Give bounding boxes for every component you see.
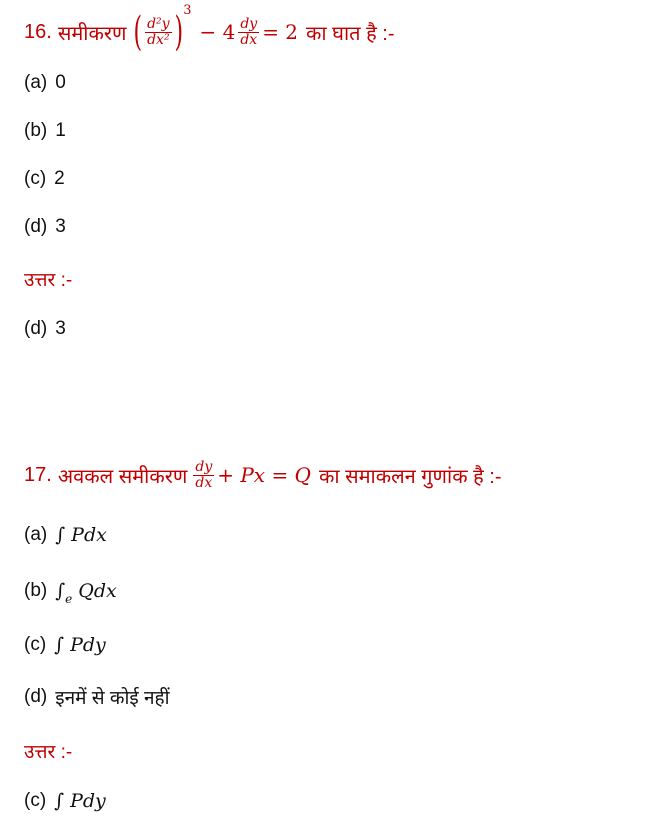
question-17 [24, 460, 502, 490]
option-d [24, 216, 66, 238]
option-text: इनमें से कोई नहीं [55, 688, 170, 709]
left-paren: ( [133, 9, 143, 55]
equals-two: = 2 [262, 20, 299, 44]
answer-text: 3 [55, 318, 66, 339]
question-17-number: 17. [24, 463, 52, 486]
question-16 [24, 2, 395, 55]
option-b [24, 580, 117, 606]
option-c [24, 634, 106, 656]
option-label: (b) [24, 580, 48, 601]
answer-option-label: (d) [24, 318, 48, 339]
question-17-suffix: का समाकलन गुणांक है :- [318, 465, 502, 488]
answer-text: ∫ Pdy [54, 790, 106, 812]
question-17-prefix: अवकल समीकरण [57, 465, 188, 488]
option-text: ∫ Pdy [54, 634, 106, 656]
answer-label: उत्तर :- [24, 742, 73, 763]
answer-label: उत्तर :- [24, 270, 73, 291]
equation-rest: + Px = Q [217, 463, 311, 488]
integral-subscript: e [65, 592, 73, 606]
option-label: (a) [24, 72, 48, 93]
fraction-numerator: d²y [147, 15, 170, 32]
exponent: 3 [183, 2, 192, 18]
first-derivative-fraction [238, 17, 259, 47]
option-a [24, 524, 107, 546]
option-text: 0 [55, 72, 66, 93]
option-d [24, 684, 170, 710]
option-text: Qdx [78, 580, 117, 602]
derivative-fraction [193, 460, 214, 490]
second-derivative-fraction [145, 17, 171, 47]
fraction-denominator: dx [195, 474, 213, 491]
option-label: (a) [24, 524, 48, 545]
option-label: (c) [24, 168, 47, 189]
minus-coefficient: − 4 [199, 20, 236, 44]
option-text: 1 [55, 120, 66, 141]
option-label: (b) [24, 120, 48, 141]
question-16-number: 16. [24, 20, 52, 43]
option-label: (d) [24, 216, 48, 237]
option-label: (c) [24, 634, 47, 655]
right-paren: ) [174, 9, 183, 55]
option-c [24, 168, 65, 190]
fraction-numerator: dy [195, 459, 213, 475]
question-16-prefix: समीकरण [57, 22, 127, 45]
option-text: ∫ Pdx [55, 524, 107, 546]
integral-sign: ∫ [55, 580, 66, 602]
fraction-denominator: dx [240, 31, 258, 48]
fraction-numerator: dy [240, 15, 258, 32]
answer-option-label: (c) [24, 790, 47, 811]
fraction-denominator: dx² [147, 31, 170, 48]
answer [24, 318, 66, 340]
option-text: 3 [55, 216, 66, 237]
question-16-suffix: का घात है :- [306, 22, 395, 45]
option-text: 2 [54, 168, 65, 189]
option-label: (d) [24, 686, 48, 707]
answer [24, 790, 106, 812]
option-a [24, 72, 66, 94]
option-b [24, 120, 66, 142]
